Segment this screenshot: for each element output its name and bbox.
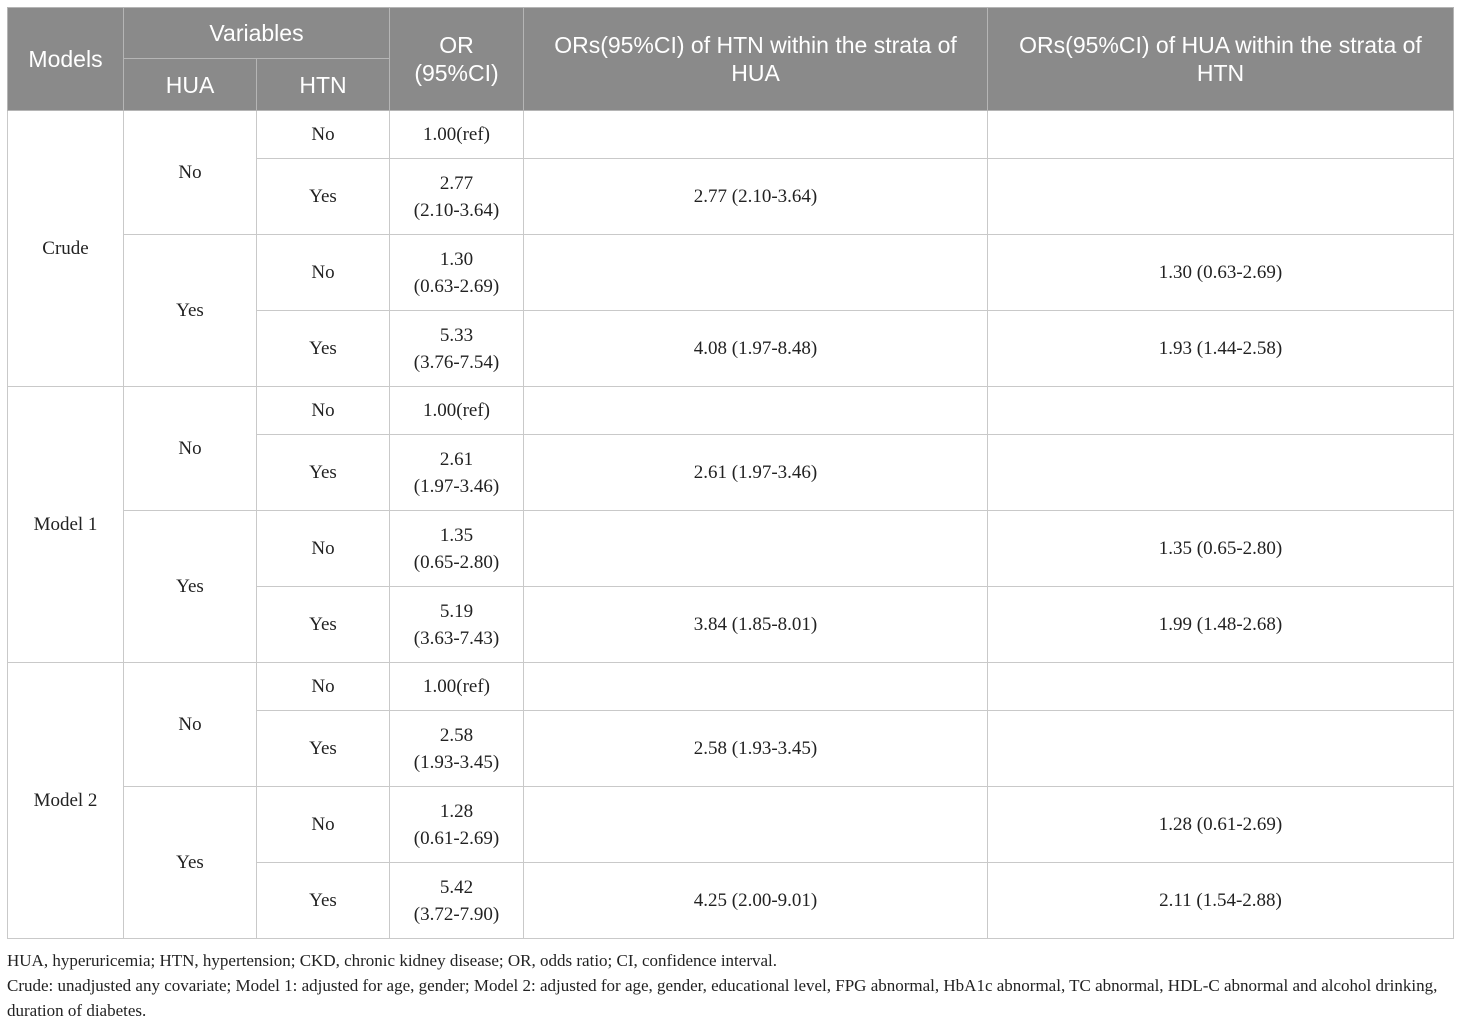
or-cell xyxy=(390,787,524,863)
or-ci-value: (0.63-2.69) xyxy=(413,275,500,297)
hua-cell: No xyxy=(124,387,257,511)
htn-cell: Yes xyxy=(257,587,390,663)
hua-within-htn-cell: 1.28 (0.61-2.69) xyxy=(988,787,1454,863)
or-value: 5.33 xyxy=(439,324,474,346)
hua-within-htn-cell: 1.30 (0.63-2.69) xyxy=(988,235,1454,311)
htn-within-hua-cell xyxy=(524,511,988,587)
odds-ratio-table xyxy=(7,7,1454,939)
table-body xyxy=(8,111,1454,939)
model-name-cell: Model 2 xyxy=(8,663,124,939)
or-ci-value: (0.61-2.69) xyxy=(413,827,500,849)
htn-cell: No xyxy=(257,235,390,311)
htn-cell: Yes xyxy=(257,863,390,939)
hua-within-htn-cell: 2.11 (1.54-2.88) xyxy=(988,863,1454,939)
table-row xyxy=(8,663,1454,711)
htn-within-hua-cell: 2.58 (1.93-3.45) xyxy=(524,711,988,787)
or-value: 2.77 xyxy=(439,172,474,194)
htn-within-hua-cell: 4.08 (1.97-8.48) xyxy=(524,311,988,387)
hua-cell: Yes xyxy=(124,235,257,387)
header-htn: HTN xyxy=(257,59,390,111)
htn-cell: Yes xyxy=(257,311,390,387)
hua-within-htn-cell: 1.99 (1.48-2.68) xyxy=(988,587,1454,663)
or-ci-value: (1.97-3.46) xyxy=(413,475,500,497)
or-cell xyxy=(390,663,524,711)
or-cell xyxy=(390,711,524,787)
hua-cell: Yes xyxy=(124,787,257,939)
hua-cell: No xyxy=(124,663,257,787)
or-ci-value: (0.65-2.80) xyxy=(413,551,500,573)
table-row xyxy=(8,235,1454,311)
htn-within-hua-cell xyxy=(524,387,988,435)
table-row xyxy=(8,787,1454,863)
hua-within-htn-cell xyxy=(988,111,1454,159)
footnote-abbreviations: HUA, hyperuricemia; HTN, hypertension; CKD, chronic kidney disease; OR, odds ratio; CI, confidence interval. xyxy=(7,951,777,970)
hua-within-htn-cell: 1.93 (1.44-2.58) xyxy=(988,311,1454,387)
htn-cell: No xyxy=(257,387,390,435)
htn-within-hua-cell xyxy=(524,111,988,159)
table-footnotes xyxy=(7,948,1453,1023)
header-variables: Variables xyxy=(124,8,390,59)
htn-cell: Yes xyxy=(257,435,390,511)
htn-within-hua-cell xyxy=(524,787,988,863)
or-cell xyxy=(390,587,524,663)
header-or-label: OR xyxy=(439,32,474,58)
htn-cell: No xyxy=(257,511,390,587)
or-value: 1.35 xyxy=(439,524,474,546)
header-hua: HUA xyxy=(124,59,257,111)
or-ci-value: (3.63-7.43) xyxy=(413,627,500,649)
or-value: 1.30 xyxy=(439,248,474,270)
hua-within-htn-cell xyxy=(988,711,1454,787)
footnote-models: Crude: unadjusted any covariate; Model 1: adjusted for age, gender; Model 2: adjusted for age, gender, educational level, FPG abnormal, HbA1c abnormal, TC abnormal, HDL-C abnormal and alcohol drinking, duration of diabetes. xyxy=(7,976,1438,1020)
header-or-ci: (95%CI) xyxy=(414,60,499,86)
or-value: 1.00(ref) xyxy=(423,676,490,697)
or-cell xyxy=(390,387,524,435)
or-cell xyxy=(390,235,524,311)
table-row xyxy=(8,511,1454,587)
or-value: 2.58 xyxy=(439,724,474,746)
table-row xyxy=(8,387,1454,435)
model-name-cell: Crude xyxy=(8,111,124,387)
htn-within-hua-cell: 2.77 (2.10-3.64) xyxy=(524,159,988,235)
or-ci-value: (3.76-7.54) xyxy=(413,351,500,373)
or-value: 5.42 xyxy=(439,876,474,898)
hua-within-htn-cell xyxy=(988,387,1454,435)
hua-within-htn-cell xyxy=(988,159,1454,235)
hua-within-htn-cell xyxy=(988,435,1454,511)
header-models: Models xyxy=(8,8,124,111)
or-value: 1.00(ref) xyxy=(423,124,490,145)
or-value: 1.00(ref) xyxy=(423,400,490,421)
hua-cell: Yes xyxy=(124,511,257,663)
or-cell xyxy=(390,159,524,235)
htn-within-hua-cell: 4.25 (2.00-9.01) xyxy=(524,863,988,939)
or-value: 5.19 xyxy=(439,600,474,622)
header-hua-within-htn: ORs(95%CI) of HUA within the strata of HTN xyxy=(988,8,1454,111)
hua-within-htn-cell: 1.35 (0.65-2.80) xyxy=(988,511,1454,587)
or-ci-value: (2.10-3.64) xyxy=(413,199,500,221)
or-cell xyxy=(390,111,524,159)
table-container xyxy=(7,7,1453,939)
or-ci-value: (3.72-7.90) xyxy=(413,903,500,925)
header-htn-within-hua: ORs(95%CI) of HTN within the strata of HUA xyxy=(524,8,988,111)
htn-cell: Yes xyxy=(257,159,390,235)
or-value: 1.28 xyxy=(439,800,474,822)
or-value: 2.61 xyxy=(439,448,474,470)
or-cell xyxy=(390,863,524,939)
hua-within-htn-cell xyxy=(988,663,1454,711)
or-cell xyxy=(390,435,524,511)
or-ci-value: (1.93-3.45) xyxy=(413,751,500,773)
or-cell xyxy=(390,511,524,587)
htn-cell: Yes xyxy=(257,711,390,787)
hua-cell: No xyxy=(124,111,257,235)
htn-within-hua-cell xyxy=(524,663,988,711)
htn-within-hua-cell: 3.84 (1.85-8.01) xyxy=(524,587,988,663)
header-or xyxy=(390,8,524,111)
htn-cell: No xyxy=(257,111,390,159)
htn-within-hua-cell xyxy=(524,235,988,311)
model-name-cell: Model 1 xyxy=(8,387,124,663)
htn-cell: No xyxy=(257,787,390,863)
htn-within-hua-cell: 2.61 (1.97-3.46) xyxy=(524,435,988,511)
htn-cell: No xyxy=(257,663,390,711)
or-cell xyxy=(390,311,524,387)
table-row xyxy=(8,111,1454,159)
